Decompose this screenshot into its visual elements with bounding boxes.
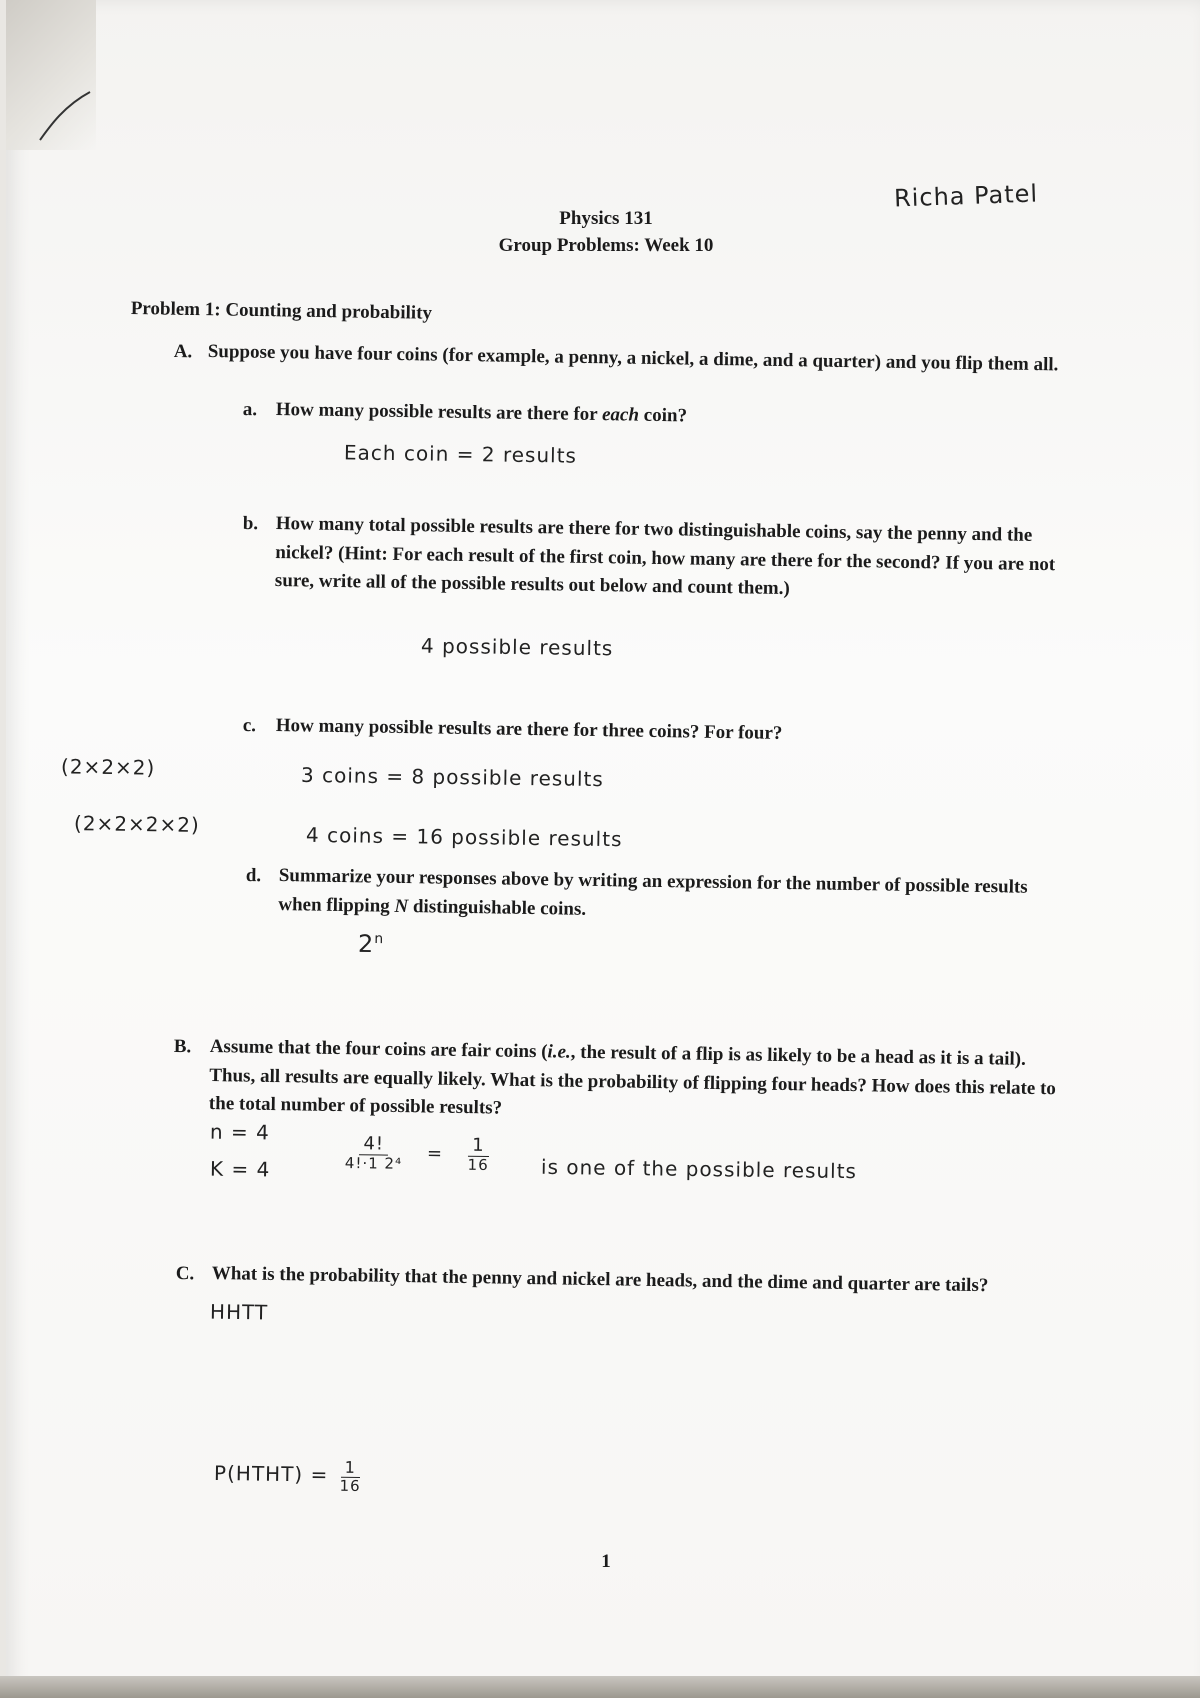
question-b-text: How many total possible results are there for two distinguishable coins, say the penny and the nickel? (Hint: For each result of the first coin, how many are there for the second? If you are not sure, write all of the possible results out below and count them.)	[274, 512, 1056, 600]
question-d-text: Summarize your responses above by writing an expression for the number of possible results when flipping N distinguishable coins.	[278, 864, 1028, 920]
table-edge	[0, 1676, 1200, 1698]
question-c-label: c.	[242, 714, 257, 737]
student-signature: Richa Patel	[893, 179, 1039, 213]
worksheet-subtitle: Group Problems: Week 10	[498, 235, 714, 256]
question-a-label: a.	[242, 398, 258, 421]
answer-c-probability: P(HTHT) = $\frac{1}{16}$	[214, 1457, 365, 1494]
answer-c-sequence: HHTT	[209, 1299, 269, 1325]
answer-b-work: $\frac{4!}{\text{4!·1 2⁴}}$ = $\frac{1}{16}$	[341, 1134, 493, 1173]
part-a-text: Suppose you have four coins (for example, a penny, a nickel, a dime, and a quarter) and you flip them all.	[207, 340, 1059, 376]
worksheet-page	[6, 0, 1200, 1698]
fraction-factorial: $\frac{4!}{\text{4!·1 2⁴}}$	[344, 1133, 403, 1173]
part-a-label: A.	[173, 340, 193, 363]
part-c-label: C.	[175, 1262, 195, 1285]
answer-c-three: 3 coins = 8 possible results	[300, 762, 604, 792]
fraction-one-sixteenth: $\frac{1}{16}$	[467, 1134, 489, 1174]
answer-c-four: 4 coins = 16 possible results	[305, 822, 623, 852]
margin-note-c2: (2×2×2×2)	[73, 811, 200, 837]
part-b-label: B.	[173, 1035, 192, 1058]
problem-title: Problem 1: Counting and probability	[130, 297, 433, 324]
question-b-label: b.	[242, 512, 259, 535]
part-b-text: Assume that the four coins are fair coins (i.e., the result of a flip is as likely to be a head as it is a tail). Thus, all results are equally likely. What is the probability of flipping four heads? How does this relate to the total number of possible results?	[208, 1035, 1057, 1119]
fraction-answer: $\frac{1}{16}$	[339, 1457, 361, 1495]
answer-a: Each coin = 2 results	[343, 440, 578, 468]
page-number: 1	[601, 1551, 611, 1572]
answer-b-k: K = 4	[209, 1156, 271, 1182]
answer-b: 4 possible results	[420, 633, 614, 661]
answer-b-n: n = 4	[209, 1119, 271, 1145]
question-c-text: How many possible results are there for three coins? For four?	[275, 714, 783, 744]
pen-mark-icon	[36, 88, 96, 148]
answer-b-text: is one of the possible results	[540, 1154, 858, 1184]
part-c-text: What is the probability that the penny and nickel are heads, and the dime and quarter are tails?	[211, 1262, 989, 1297]
margin-note-c1: (2×2×2)	[60, 754, 156, 780]
course-title: Physics 131	[559, 208, 653, 229]
answer-d: 2$^n$	[357, 929, 385, 959]
question-a-text: How many possible results are there for each coin?	[275, 398, 688, 427]
question-d-label: d.	[245, 864, 262, 887]
